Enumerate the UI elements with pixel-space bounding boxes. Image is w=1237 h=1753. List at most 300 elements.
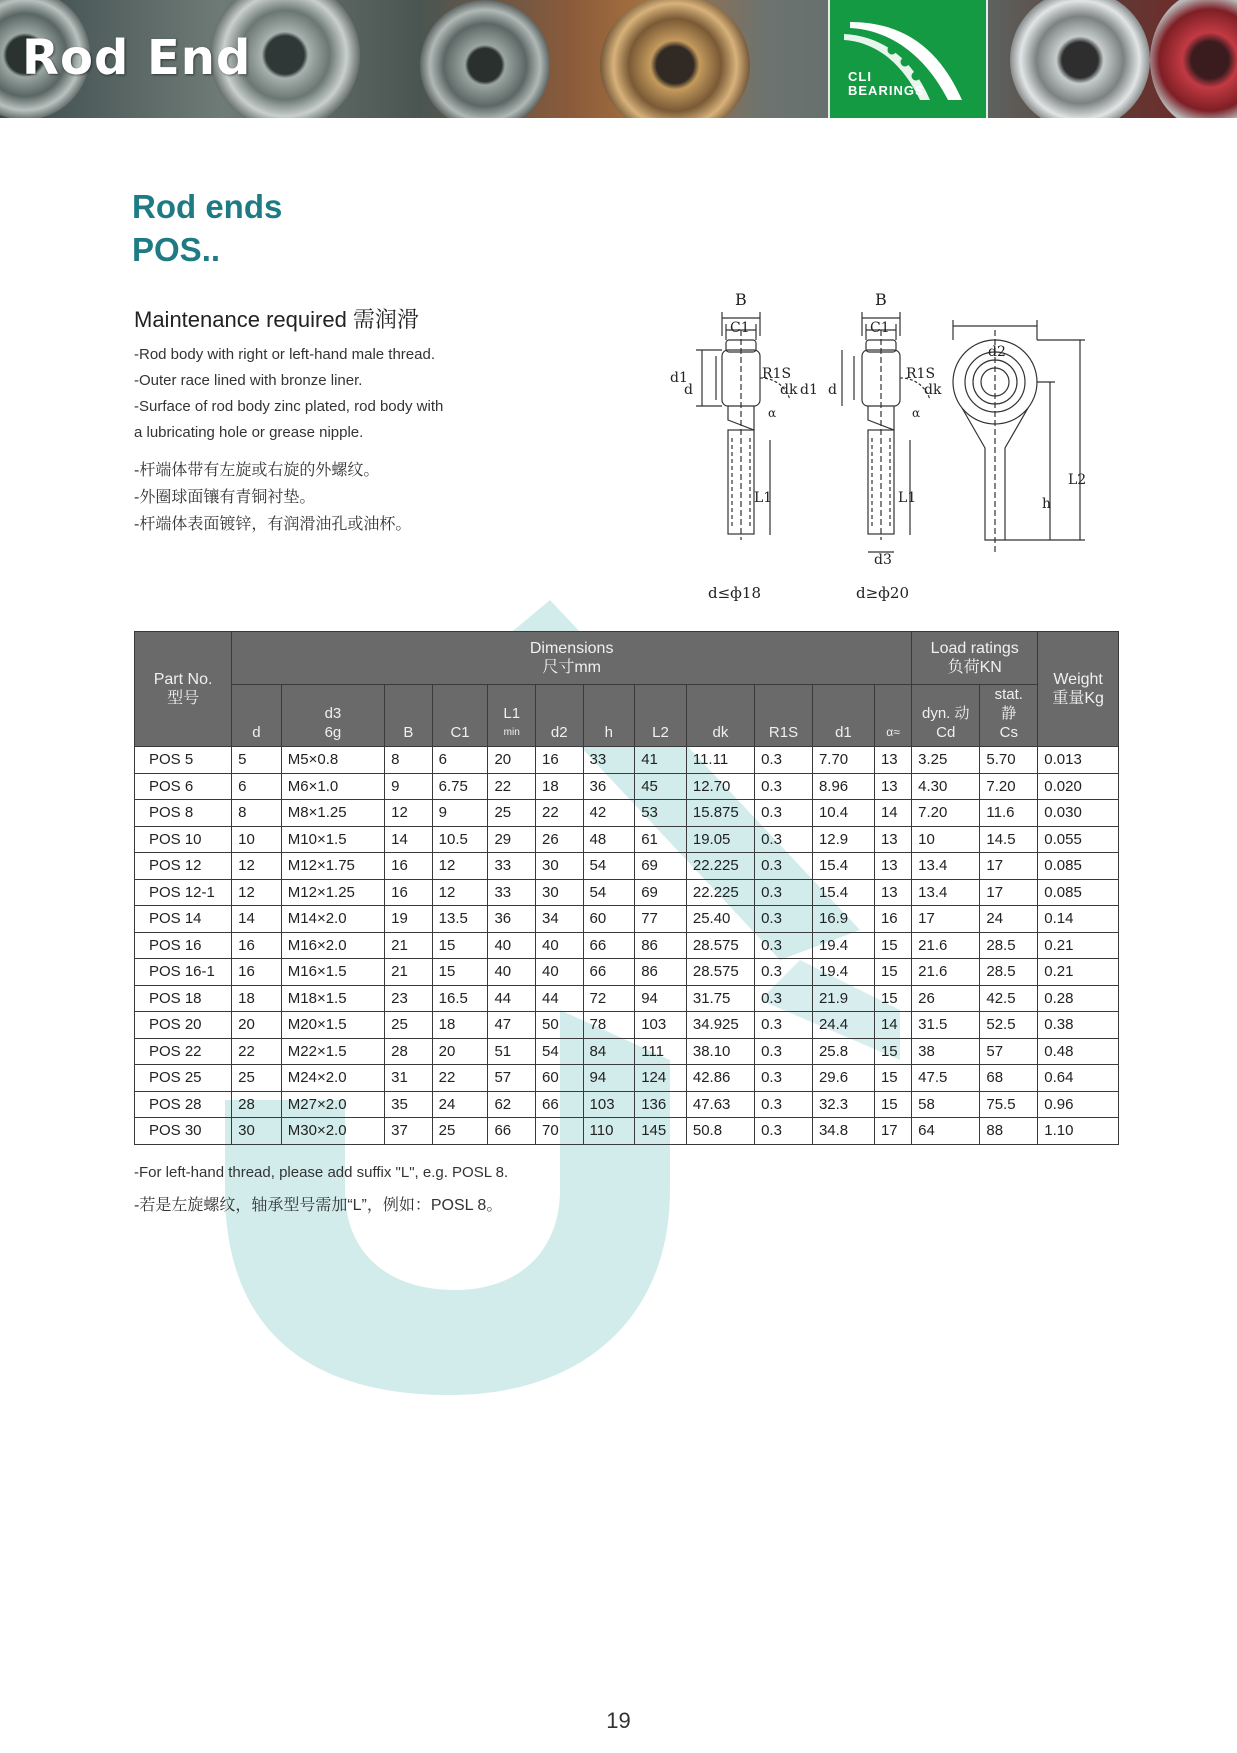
col-header-d3	[281, 685, 384, 747]
dim-alpha-label: α	[768, 406, 777, 420]
table-cell: 35	[385, 1091, 433, 1118]
header-dimensions	[232, 632, 912, 685]
table-cell: 17	[912, 906, 980, 933]
table-cell: 21.6	[912, 932, 980, 959]
table-cell: 44	[488, 985, 536, 1012]
table-cell: M22×1.5	[281, 1038, 384, 1065]
header-weight	[1038, 632, 1119, 747]
table-cell: 0.38	[1038, 1012, 1119, 1039]
table-row	[135, 826, 1119, 853]
table-row	[135, 1091, 1119, 1118]
table-cell: M16×2.0	[281, 932, 384, 959]
dim-R1s-label: R1S	[762, 366, 792, 382]
table-cell: 8.96	[812, 773, 874, 800]
description-line: -Surface of rod body zinc plated, rod body with	[134, 398, 444, 415]
table-cell: 0.3	[755, 826, 813, 853]
table-cell: 13	[874, 853, 911, 880]
description-line: a lubricating hole or grease nipple.	[134, 424, 364, 441]
rod-end-photo-4	[600, 0, 750, 118]
dim-h-label: h	[1042, 496, 1052, 512]
table-cell: 19	[385, 906, 433, 933]
table-cell: 6	[232, 773, 282, 800]
table-cell: 15	[432, 959, 488, 986]
table-cell: 10	[912, 826, 980, 853]
table-cell: 5	[232, 747, 282, 774]
table-cell: 3.25	[912, 747, 980, 774]
table-cell: 54	[583, 853, 635, 880]
header-dimensions-en: Dimensions	[529, 640, 614, 657]
table-cell: 58	[912, 1091, 980, 1118]
part-number-cell: POS 20	[135, 1012, 232, 1039]
table-cell: 0.64	[1038, 1065, 1119, 1092]
page-subtitle: POS..	[132, 231, 221, 268]
table-cell: 12	[232, 879, 282, 906]
table-cell: 12	[432, 879, 488, 906]
table-cell: 69	[635, 879, 687, 906]
part-number-cell: POS 8	[135, 800, 232, 827]
table-row	[135, 773, 1119, 800]
table-cell: 11.11	[686, 747, 754, 774]
table-cell: 33	[488, 853, 536, 880]
table-cell: 16	[385, 879, 433, 906]
table-cell: 110	[583, 1118, 635, 1145]
header-part-no-zh: 型号	[167, 690, 200, 707]
table-cell: 103	[583, 1091, 635, 1118]
col-header-d2: d2	[535, 685, 583, 747]
dim-R1s-label: R1S	[906, 366, 936, 382]
col-header-Cs: Cs	[999, 724, 1018, 741]
col-header-dk: dk	[686, 685, 754, 747]
table-cell: 15	[874, 1065, 911, 1092]
left-hand-note-en: -For left-hand thread, please add suffix "L", e.g. POSL 8.	[134, 1164, 509, 1181]
table-cell: 86	[635, 932, 687, 959]
col-header-R1s: R1S	[755, 685, 813, 747]
rod-end-photo-3	[420, 0, 550, 118]
table-cell: M20×1.5	[281, 1012, 384, 1039]
table-cell: 47.63	[686, 1091, 754, 1118]
table-cell: 15.4	[812, 853, 874, 880]
table-cell: 30	[535, 853, 583, 880]
table-cell: 10	[232, 826, 282, 853]
table-cell: 13	[874, 773, 911, 800]
part-number-cell: POS 16	[135, 932, 232, 959]
table-cell: 16	[232, 959, 282, 986]
table-cell: 25	[488, 800, 536, 827]
table-cell: 22	[232, 1038, 282, 1065]
table-cell: 26	[912, 985, 980, 1012]
table-cell: 28	[232, 1091, 282, 1118]
table-cell: 13.4	[912, 879, 980, 906]
table-cell: 19.4	[812, 932, 874, 959]
col-header-L1-min: min	[503, 727, 520, 738]
table-cell: 0.3	[755, 906, 813, 933]
dim-d1-label: d1	[670, 370, 688, 386]
table-cell: 7.20	[912, 800, 980, 827]
table-cell: 14	[232, 906, 282, 933]
table-cell: 14	[874, 800, 911, 827]
col-header-d: d	[232, 685, 282, 747]
table-cell: 61	[635, 826, 687, 853]
table-cell: 0.3	[755, 747, 813, 774]
rod-end-photo-5	[1010, 0, 1150, 118]
table-cell: 37	[385, 1118, 433, 1145]
table-cell: 14	[874, 1012, 911, 1039]
table-cell: 12	[232, 853, 282, 880]
table-cell: 16.5	[432, 985, 488, 1012]
table-cell: 15	[874, 985, 911, 1012]
table-cell: 53	[635, 800, 687, 827]
description-line: -Rod body with right or left-hand male thread.	[134, 346, 435, 363]
part-number-cell: POS 5	[135, 747, 232, 774]
table-cell: 21.9	[812, 985, 874, 1012]
table-cell: 77	[635, 906, 687, 933]
dim-B-label: B	[735, 290, 747, 309]
col-header-d1: d1	[812, 685, 874, 747]
table-cell: 8	[385, 747, 433, 774]
table-cell: 40	[488, 932, 536, 959]
table-row	[135, 1012, 1119, 1039]
table-cell: 25	[385, 1012, 433, 1039]
logo-swoosh-icon	[830, 0, 986, 118]
table-cell: 68	[980, 1065, 1038, 1092]
table-cell: M14×2.0	[281, 906, 384, 933]
table-cell: 13.4	[912, 853, 980, 880]
table-row	[135, 1118, 1119, 1145]
table-cell: 88	[980, 1118, 1038, 1145]
table-cell: 0.3	[755, 853, 813, 880]
table-cell: 0.3	[755, 1118, 813, 1145]
table-row	[135, 959, 1119, 986]
col-header-alpha: α≈	[874, 685, 911, 747]
table-cell: 28.575	[686, 932, 754, 959]
table-cell: 15.875	[686, 800, 754, 827]
table-cell: 28.5	[980, 932, 1038, 959]
table-cell: 13	[874, 826, 911, 853]
table-cell: 20	[232, 1012, 282, 1039]
table-cell: 13.5	[432, 906, 488, 933]
table-cell: 18	[535, 773, 583, 800]
table-cell: 1.10	[1038, 1118, 1119, 1145]
header-load-en: Load ratings	[930, 640, 1019, 657]
table-cell: 22.225	[686, 853, 754, 880]
table-cell: 22	[535, 800, 583, 827]
table-cell: 66	[488, 1118, 536, 1145]
table-cell: M12×1.25	[281, 879, 384, 906]
header-load-ratings	[912, 632, 1038, 685]
table-cell: 69	[635, 853, 687, 880]
table-cell: 0.3	[755, 932, 813, 959]
dim-d-label: d	[828, 382, 837, 398]
table-cell: 54	[583, 879, 635, 906]
technical-drawings	[640, 290, 1100, 610]
table-cell: 33	[488, 879, 536, 906]
table-cell: 7.20	[980, 773, 1038, 800]
table-cell: 17	[980, 879, 1038, 906]
table-cell: 30	[535, 879, 583, 906]
col-header-B: B	[385, 685, 433, 747]
table-cell: 12	[432, 853, 488, 880]
col-header-dyn	[912, 685, 980, 747]
table-cell: 5.70	[980, 747, 1038, 774]
table-cell: 28.575	[686, 959, 754, 986]
table-cell: 45	[635, 773, 687, 800]
header-load-zh: 负荷KN	[947, 659, 1002, 676]
table-cell: 145	[635, 1118, 687, 1145]
table-cell: 15	[874, 1091, 911, 1118]
table-cell: 40	[488, 959, 536, 986]
table-cell: 20	[488, 747, 536, 774]
maintenance-note: Maintenance required 需润滑	[134, 307, 419, 332]
table-cell: 0.085	[1038, 879, 1119, 906]
table-cell: 12.9	[812, 826, 874, 853]
col-header-L2: L2	[635, 685, 687, 747]
dim-C1-label: C1	[870, 320, 890, 336]
table-cell: 24	[432, 1091, 488, 1118]
table-cell: 50.8	[686, 1118, 754, 1145]
table-cell: 54	[535, 1038, 583, 1065]
left-hand-note-zh: -若是左旋螺纹，轴承型号需加“L”，例如：POSL 8。	[134, 1197, 503, 1214]
col-header-h: h	[583, 685, 635, 747]
table-row	[135, 879, 1119, 906]
table-cell: 8	[232, 800, 282, 827]
table-cell: 31	[385, 1065, 433, 1092]
table-cell: 64	[912, 1118, 980, 1145]
cli-logo	[828, 0, 988, 118]
table-cell: 4.30	[912, 773, 980, 800]
table-cell: 50	[535, 1012, 583, 1039]
table-cell: 0.3	[755, 800, 813, 827]
dim-alpha-label: α	[912, 406, 921, 420]
table-cell: 41	[635, 747, 687, 774]
table-cell: 111	[635, 1038, 687, 1065]
table-cell: 28	[385, 1038, 433, 1065]
col-header-d3-tol: 6g	[324, 724, 342, 741]
table-cell: 9	[385, 773, 433, 800]
header-part-no	[135, 632, 232, 747]
table-cell: 24.4	[812, 1012, 874, 1039]
description-zh-line: -杆端体表面镀锌，有润滑油孔或油杯。	[134, 516, 412, 533]
table-cell: 22	[488, 773, 536, 800]
table-cell: 57	[980, 1038, 1038, 1065]
dim-L2-label: L2	[1068, 472, 1087, 488]
dim-dk-label: dk	[924, 382, 942, 398]
part-number-cell: POS 22	[135, 1038, 232, 1065]
table-cell: 60	[583, 906, 635, 933]
table-cell: 48	[583, 826, 635, 853]
table-cell: M18×1.5	[281, 985, 384, 1012]
dim-L1-label: L1	[898, 490, 917, 506]
table-cell: 34.925	[686, 1012, 754, 1039]
table-cell: 24	[980, 906, 1038, 933]
table-cell: 0.020	[1038, 773, 1119, 800]
table-cell: 30	[232, 1118, 282, 1145]
dim-d2-label: d2	[988, 344, 1006, 360]
table-cell: 36	[488, 906, 536, 933]
table-row	[135, 1065, 1119, 1092]
table-cell: 34.8	[812, 1118, 874, 1145]
table-cell: 47	[488, 1012, 536, 1039]
table-cell: 60	[535, 1065, 583, 1092]
table-cell: 28.5	[980, 959, 1038, 986]
table-cell: 21	[385, 959, 433, 986]
table-cell: 22.225	[686, 879, 754, 906]
table-cell: 15	[874, 1038, 911, 1065]
table-cell: 16	[385, 853, 433, 880]
table-cell: M16×1.5	[281, 959, 384, 986]
col-header-dyn-label: dyn. 动	[922, 705, 970, 722]
table-cell: 23	[385, 985, 433, 1012]
table-cell: M5×0.8	[281, 747, 384, 774]
table-cell: 42	[583, 800, 635, 827]
part-number-cell: POS 16-1	[135, 959, 232, 986]
table-cell: 25.8	[812, 1038, 874, 1065]
table-cell: 42.5	[980, 985, 1038, 1012]
part-number-cell: POS 25	[135, 1065, 232, 1092]
table-cell: M27×2.0	[281, 1091, 384, 1118]
dim-d3-label: d3	[874, 552, 892, 568]
table-cell: 9	[432, 800, 488, 827]
col-header-L1-label: L1	[503, 705, 521, 722]
rod-end-drawing-icon	[640, 290, 1100, 610]
table-cell: 22	[432, 1065, 488, 1092]
table-cell: M24×2.0	[281, 1065, 384, 1092]
part-number-cell: POS 14	[135, 906, 232, 933]
table-cell: 19.4	[812, 959, 874, 986]
table-cell: 0.3	[755, 1012, 813, 1039]
table-cell: 66	[583, 959, 635, 986]
table-row	[135, 1038, 1119, 1065]
description-zh-line: -杆端体带有左旋或右旋的外螺纹。	[134, 462, 380, 479]
table-cell: 10.5	[432, 826, 488, 853]
table-cell: 14	[385, 826, 433, 853]
specification-table	[134, 631, 1119, 1145]
table-cell: 94	[583, 1065, 635, 1092]
table-cell: 16.9	[812, 906, 874, 933]
table-cell: 15	[874, 959, 911, 986]
page-number: 19	[606, 1708, 631, 1733]
table-cell: 40	[535, 932, 583, 959]
table-cell: 13	[874, 747, 911, 774]
table-cell: 0.28	[1038, 985, 1119, 1012]
caption-small-diameter: d≤ф18	[708, 584, 761, 602]
table-cell: 0.21	[1038, 959, 1119, 986]
dim-B-label: B	[875, 290, 887, 309]
table-cell: 33	[583, 747, 635, 774]
table-body	[135, 747, 1119, 1145]
table-cell: 94	[635, 985, 687, 1012]
table-cell: 19.05	[686, 826, 754, 853]
logo-line-1: CLI	[848, 69, 872, 84]
table-cell: 62	[488, 1091, 536, 1118]
table-cell: 0.96	[1038, 1091, 1119, 1118]
table-cell: 13	[874, 879, 911, 906]
table-cell: 0.013	[1038, 747, 1119, 774]
table-cell: 25	[432, 1118, 488, 1145]
table-cell: 44	[535, 985, 583, 1012]
table-cell: 25.40	[686, 906, 754, 933]
table-cell: 18	[432, 1012, 488, 1039]
col-header-Cd: Cd	[936, 724, 956, 741]
table-cell: 0.3	[755, 959, 813, 986]
table-cell: 16	[874, 906, 911, 933]
table-row	[135, 932, 1119, 959]
logo-line-2: BEARINGS	[848, 83, 925, 98]
table-cell: 15.4	[812, 879, 874, 906]
table-cell: 38.10	[686, 1038, 754, 1065]
header-dimensions-zh: 尺寸mm	[542, 659, 601, 676]
table-cell: 21.6	[912, 959, 980, 986]
table-cell: 40	[535, 959, 583, 986]
table-cell: 0.3	[755, 879, 813, 906]
dim-d1-label: d1	[800, 382, 818, 398]
table-cell: 52.5	[980, 1012, 1038, 1039]
table-row	[135, 800, 1119, 827]
table-row	[135, 853, 1119, 880]
table-cell: 0.3	[755, 985, 813, 1012]
table-cell: 124	[635, 1065, 687, 1092]
description-zh-line: -外圈球面镶有青铜衬垫。	[134, 489, 316, 506]
table-cell: 21	[385, 932, 433, 959]
table-cell: 29	[488, 826, 536, 853]
table-cell: 16	[232, 932, 282, 959]
table-cell: 0.3	[755, 773, 813, 800]
col-header-L1	[488, 685, 536, 747]
table-cell: 0.055	[1038, 826, 1119, 853]
table-cell: 136	[635, 1091, 687, 1118]
table-cell: 15	[432, 932, 488, 959]
table-cell: 18	[232, 985, 282, 1012]
table-cell: 84	[583, 1038, 635, 1065]
table-cell: M8×1.25	[281, 800, 384, 827]
table-cell: 0.14	[1038, 906, 1119, 933]
table-cell: 29.6	[812, 1065, 874, 1092]
table-cell: 6	[432, 747, 488, 774]
table-cell: 12	[385, 800, 433, 827]
part-number-cell: POS 30	[135, 1118, 232, 1145]
table-cell: 0.21	[1038, 932, 1119, 959]
caption-large-diameter: d≥ф20	[856, 584, 909, 602]
dim-dk-label: dk	[780, 382, 798, 398]
dim-L1-label: L1	[754, 490, 773, 506]
table-cell: 36	[583, 773, 635, 800]
part-number-cell: POS 28	[135, 1091, 232, 1118]
table-cell: 78	[583, 1012, 635, 1039]
table-cell: 0.3	[755, 1065, 813, 1092]
table-cell: 51	[488, 1038, 536, 1065]
table-cell: 103	[635, 1012, 687, 1039]
table-cell: 12.70	[686, 773, 754, 800]
table-cell: 26	[535, 826, 583, 853]
table-cell: 75.5	[980, 1091, 1038, 1118]
banner-title: Rod End	[22, 30, 252, 86]
table-cell: 20	[432, 1038, 488, 1065]
table-cell: 14.5	[980, 826, 1038, 853]
description-line: -Outer race lined with bronze liner.	[134, 372, 363, 389]
table-cell: 42.86	[686, 1065, 754, 1092]
header-weight-en: Weight	[1053, 671, 1103, 688]
table-cell: 16	[535, 747, 583, 774]
logo-text	[848, 70, 925, 98]
table-cell: 0.030	[1038, 800, 1119, 827]
table-cell: 6.75	[432, 773, 488, 800]
table-cell: 38	[912, 1038, 980, 1065]
table-row	[135, 985, 1119, 1012]
table-cell: 0.085	[1038, 853, 1119, 880]
table-cell: 66	[535, 1091, 583, 1118]
rod-end-photo-6	[1150, 0, 1237, 118]
table-cell: M10×1.5	[281, 826, 384, 853]
page-title: Rod ends	[132, 188, 283, 225]
